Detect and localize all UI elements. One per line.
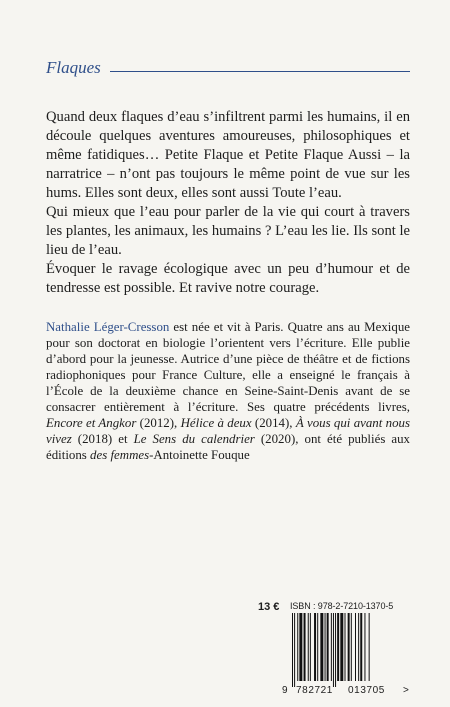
barcode-first-digit: 9 <box>282 685 289 696</box>
bio-text-4: (2018) et <box>71 432 134 446</box>
barcode-bar <box>310 613 311 681</box>
barcode-bar <box>345 613 346 681</box>
barcode-bar <box>355 613 356 681</box>
barcode-arrow: > <box>403 685 410 696</box>
barcode-bar <box>314 613 316 681</box>
bio-text-2: (2012), <box>136 416 181 430</box>
barcode-bar <box>297 613 298 681</box>
author-bio <box>46 319 410 463</box>
barcode-bar <box>327 613 329 681</box>
book-title: Flaques <box>46 58 101 77</box>
isbn-label: ISBN : 978-2-7210-1370-5 <box>290 601 394 611</box>
barcode-bar <box>331 613 332 681</box>
barcode-bar <box>317 613 318 681</box>
bio-text-5: (2020), ont été publiés aux éditions <box>46 432 410 462</box>
price-label: 13 € <box>258 601 280 613</box>
barcode-bar <box>292 613 293 687</box>
barcode-bar <box>351 613 352 681</box>
barcode-bar <box>360 613 362 681</box>
blurb-paragraph-1: Quand deux flaques d’eau s’infiltrent parmi les humains, il en découle quelques aventures amoureuses, philosophiques et même fatidiques… Petite Flaque et Petite Flaque Aussi – la narratrice – n’ont pas toujours le même point de vue sur les hums. Elles sont deux, elles sont aussi Toute l’eau. <box>46 109 410 201</box>
book-a-vous-qui-avant-nous-vivez: À vous qui avant nous vivez <box>46 416 410 446</box>
bio-text-1: est née et vit à Paris. Quatre ans au Mexique pour son doctorat en biologie l’orientent vers l’écriture. Elle publie d’abord pour la jeunesse. Autrice d’une pièce de théâtre et de fictions radiophoniques pour France Culture, elle a enseigné le français à l’École de la deuxième chance en Seine-Saint-Denis avant de se consacrer entièrement à l’écriture. Ses quatre précédents livres, <box>46 320 410 414</box>
bio-text-3: (2014), <box>251 416 296 430</box>
barcode-bar <box>294 613 295 687</box>
barcode-bar <box>304 613 306 681</box>
author-name: Nathalie Léger-Cresson <box>46 320 170 334</box>
barcode-bars <box>282 613 410 687</box>
barcode-bar <box>340 613 343 681</box>
barcode <box>282 613 410 687</box>
barcode-bar <box>333 613 334 687</box>
blurb-paragraph-2: Qui mieux que l’eau pour parler de la vie qui court à travers les plantes, les animaux, les humains ? L’eau les lie. Ils sont le lieu de l’eau. <box>46 204 410 258</box>
book-le-sens-du-calendrier: Le Sens du calendrier <box>133 432 255 446</box>
book-helice-a-deux: Hélice à deux <box>180 416 252 430</box>
barcode-bar <box>337 613 339 681</box>
barcode-bar <box>369 613 370 681</box>
publisher-name: des femmes <box>90 448 150 462</box>
barcode-bar <box>335 613 336 687</box>
barcode-bar <box>299 613 302 681</box>
barcode-bar <box>364 613 365 681</box>
barcode-group-2: 013705 <box>348 685 385 696</box>
bio-text-6: -Antoinette Fouque <box>149 448 250 462</box>
barcode-bar <box>348 613 350 681</box>
barcode-bar <box>308 613 309 681</box>
header <box>46 58 410 80</box>
blurb <box>46 108 410 298</box>
barcode-bar <box>325 613 326 681</box>
barcode-group-1: 782721 <box>296 685 333 696</box>
book-encore-et-angkor: Encore et Angkor <box>46 416 137 430</box>
barcode-bar <box>320 613 323 681</box>
blurb-paragraph-3: Évoquer le ravage écologique avec un peu d’humour et de tendresse est possible. Et ravive notre courage. <box>46 261 410 296</box>
barcode-bar <box>358 613 359 681</box>
title-rule <box>110 71 410 72</box>
